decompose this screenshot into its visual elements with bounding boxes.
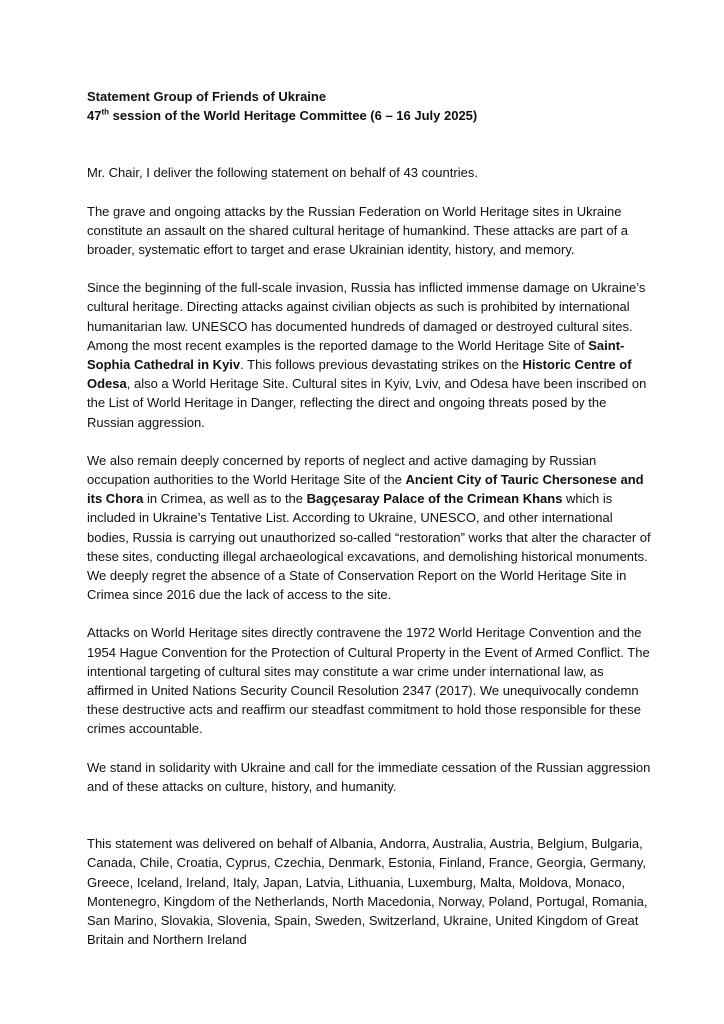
text-run: which is included in Ukraine’s Tentative List. According to Ukraine, UNESCO, and other international bodies, Russia is carrying out unauthorized so-called “restoration” works that alter the character of these sites, conducting illegal archaeological excavations, and demolishing historical monuments. We deeply regret the absence of a State of Conservation Report on the World Heritage Site in Crimea since 2016 due the lack of access to the site.	[87, 491, 651, 603]
paragraph-solidarity: We stand in solidarity with Ukraine and call for the immediate cessation of the Russian aggression and of these attacks on culture, history, and humanity.	[87, 759, 651, 794]
site-name-bagcesaray: Bagçesaray Palace of the Crimean Khans	[306, 491, 563, 507]
session-description: session of the World Heritage Committee (6 – 16 July 2025)	[109, 108, 478, 124]
paragraph-conventions: Attacks on World Heritage sites directly contravene the 1972 World Heritage Convention and the 1954 Hague Convention for the Protection of Cultural Property in the Event of Armed Conflict. The intentional targeting of cultural sites may constitute a war crime under international law, as affirmed in United Nations Security Council Resolution 2347 (2017). We unequivocally condemn these destructive acts and reaffirm our steadfast commitment to hold those responsible for these crimes accountable.	[87, 625, 650, 737]
paragraph-country-list: This statement was delivered on behalf of Albania, Andorra, Australia, Austria, Belgium, Bulgaria, Canada, Chile, Croatia, Cyprus, Czechia, Denmark, Estonia, Finland, France, Georgia, Germany, Greece, Iceland, Ireland, Italy, Japan, Latvia, Lithuania, Luxemburg, Malta, Moldova, Monaco, Montenegro, Kingdom of the Netherlands, North Macedonia, Norway, Poland, Portugal, Romania, San Marino, Slovakia, Slovenia, Spain, Sweden, Switzerland, Ukraine, United Kingdom of Great Britain and Northern Ireland	[87, 836, 648, 948]
site-name-saint-sophia: Saint-Sophia Cathedral in Kyiv	[87, 337, 625, 373]
paragraph-attacks: The grave and ongoing attacks by the Russian Federation on World Heritage sites in Ukraine constitute an assault on the shared cultural heritage of humankind. These attacks are part of a broader, systematic effort to target and erase Ukrainian identity, history, and memory.	[87, 203, 629, 258]
spacer	[87, 739, 652, 758]
paragraph-crimea	[87, 451, 652, 605]
statement-document	[87, 87, 652, 949]
session-number: 47	[87, 108, 102, 124]
spacer	[87, 259, 652, 278]
paragraph-opening: Mr. Chair, I deliver the following statement on behalf of 43 countries.	[87, 165, 478, 181]
paragraph-damage	[87, 278, 652, 432]
site-name-chersonese: Ancient City of Tauric Chersonese and its Chora	[87, 472, 644, 507]
title-line: Statement Group of Friends of Ukraine	[87, 89, 327, 104]
spacer	[87, 125, 652, 163]
spacer	[87, 183, 652, 202]
document-title	[87, 87, 652, 106]
text-run: . This follows previous devastating strikes on the	[240, 357, 523, 373]
text-run: , also a World Heritage Site. Cultural sites in Kyiv, Lviv, and Odesa have been inscribed on the List of World Heritage in Danger, reflecting the direct and ongoing threats posed by the Russian aggression.	[87, 376, 647, 430]
session-ordinal-suffix: th	[101, 107, 110, 117]
text-run: Since the beginning of the full-scale invasion, Russia has inflicted immense damage on Ukraine’s cultural heritage. Directing attacks against civilian objects as such is prohibited by international humanitarian law. UNESCO has documented hundreds of damaged or destroyed cultural sites. Among the most recent examples is the reported damage to the World Heritage Site of	[87, 280, 646, 353]
site-name-odesa: Historic Centre of Odesa	[87, 357, 632, 392]
session-subtitle	[87, 106, 652, 125]
text-run: We also remain deeply concerned by reports of neglect and active damaging by Russian occupation authorities to the World Heritage Site of the	[87, 452, 597, 488]
text-run: in Crimea, as well as to the	[143, 491, 307, 507]
spacer	[87, 604, 652, 623]
spacer	[87, 432, 652, 451]
spacer	[87, 796, 652, 834]
